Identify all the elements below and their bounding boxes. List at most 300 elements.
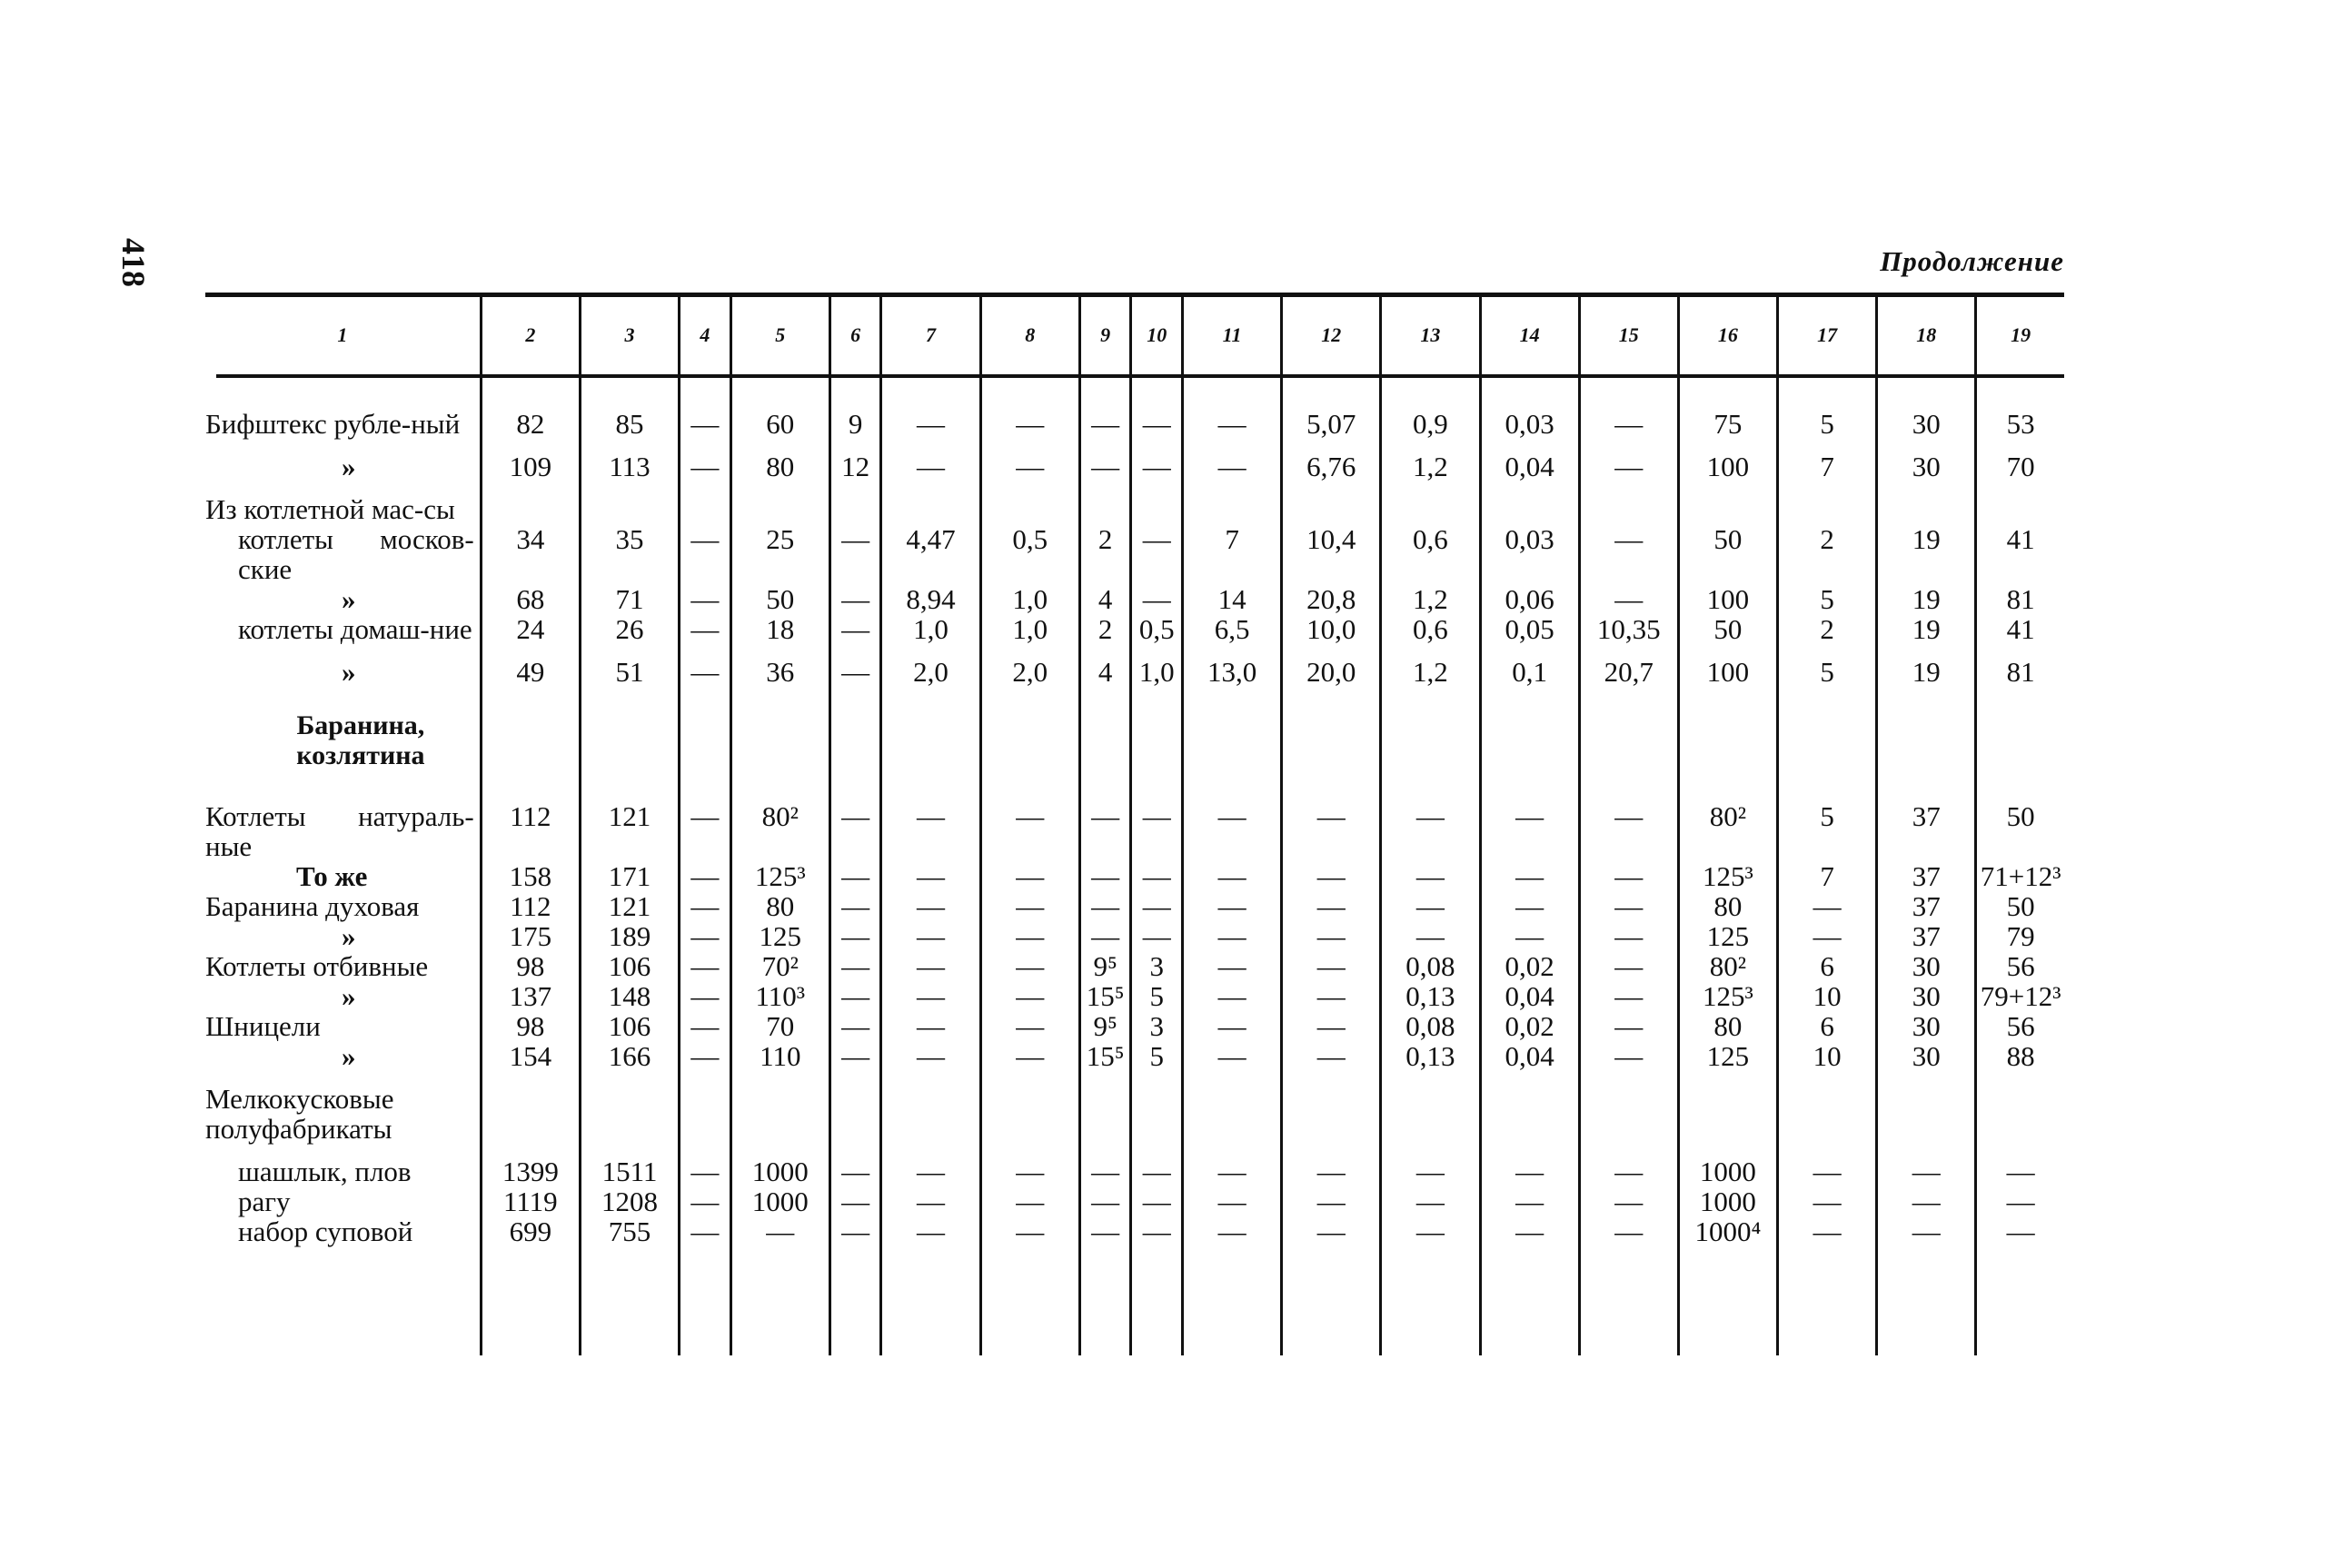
row-label: Котлеты натураль-ные bbox=[205, 800, 474, 862]
table-cell-col-5: 80 bbox=[730, 891, 829, 921]
table-cell-col-13: 0,9 bbox=[1381, 372, 1480, 439]
table-cell-col-5: 70² bbox=[730, 951, 829, 981]
table-cell-col-8: 2,0 bbox=[980, 644, 1079, 687]
empty-cell bbox=[1079, 1246, 1131, 1355]
table-cell-col-3: 1208 bbox=[580, 1186, 679, 1216]
empty-cell bbox=[580, 1246, 679, 1355]
table-cell-col-18: 19 bbox=[1877, 614, 1976, 644]
table-cell-col-18: 30 bbox=[1877, 981, 1976, 1011]
table-cell-col-19: 41 bbox=[1976, 614, 2064, 644]
table-cell-col-4: — bbox=[680, 524, 731, 584]
table-cell-col-16: 75 bbox=[1678, 372, 1777, 439]
table-cell-col-16: 80² bbox=[1678, 951, 1777, 981]
table-cell-col-14: — bbox=[1480, 1186, 1579, 1216]
table-cell-col-11: — bbox=[1182, 1216, 1281, 1246]
table-cell-col-4 bbox=[680, 687, 731, 789]
table-cell-col-10 bbox=[1131, 481, 1183, 524]
table-cell-col-11 bbox=[1182, 687, 1281, 789]
table-cell-col-2: 699 bbox=[481, 1216, 580, 1246]
table-cell-col-10: — bbox=[1131, 524, 1183, 584]
row-label-cell bbox=[205, 1186, 481, 1216]
table-cell-col-18: — bbox=[1877, 1216, 1976, 1246]
table-cell-col-17: 2 bbox=[1778, 614, 1877, 644]
table-cell-col-16: 1000⁴ bbox=[1678, 1216, 1777, 1246]
table-cell-col-17: — bbox=[1778, 921, 1877, 951]
table-cell-col-13 bbox=[1381, 1071, 1480, 1144]
table-cell-col-14: 0,05 bbox=[1480, 614, 1579, 644]
table-cell-col-17 bbox=[1778, 1071, 1877, 1144]
row-label: » bbox=[342, 1040, 356, 1072]
row-label: Шницели bbox=[205, 1010, 321, 1042]
table-cell-col-3: 113 bbox=[580, 439, 679, 481]
table-cell-col-19 bbox=[1976, 1071, 2064, 1144]
table-cell-col-19: 50 bbox=[1976, 789, 2064, 861]
table-cell-col-17: 6 bbox=[1778, 1011, 1877, 1041]
table-cell-col-19: — bbox=[1976, 1144, 2064, 1186]
empty-cell bbox=[1579, 1246, 1678, 1355]
table-cell-col-18: 30 bbox=[1877, 439, 1976, 481]
table-cell-col-9: 15⁵ bbox=[1079, 1041, 1131, 1071]
table-cell-col-8: — bbox=[980, 1186, 1079, 1216]
table-cell-col-14: 0,04 bbox=[1480, 1041, 1579, 1071]
table-cell-col-4: — bbox=[680, 1186, 731, 1216]
table-cell-col-12: — bbox=[1282, 789, 1381, 861]
table-cell-col-9: — bbox=[1079, 789, 1131, 861]
empty-cell bbox=[680, 1246, 731, 1355]
table-cell-col-12: — bbox=[1282, 861, 1381, 891]
table-cell-col-10: — bbox=[1131, 439, 1183, 481]
column-header-7: 7 bbox=[881, 297, 980, 372]
column-header-6: 6 bbox=[829, 297, 881, 372]
row-label-cell bbox=[205, 981, 481, 1011]
table-cell-col-10: — bbox=[1131, 921, 1183, 951]
table-cell-col-4: — bbox=[680, 584, 731, 614]
table-cell-col-7: 8,94 bbox=[881, 584, 980, 614]
table-row bbox=[205, 1144, 2064, 1186]
table-cell-col-12: 20,8 bbox=[1282, 584, 1381, 614]
table-cell-col-15: — bbox=[1579, 1186, 1678, 1216]
table-cell-col-13: 0,08 bbox=[1381, 1011, 1480, 1041]
table-cell-col-11: 13,0 bbox=[1182, 644, 1281, 687]
empty-cell bbox=[1678, 1246, 1777, 1355]
table-cell-col-13: 1,2 bbox=[1381, 644, 1480, 687]
empty-cell bbox=[980, 1246, 1079, 1355]
table-cell-col-15 bbox=[1579, 1071, 1678, 1144]
row-label-cell bbox=[205, 951, 481, 981]
table-cell-col-13 bbox=[1381, 481, 1480, 524]
continuation-label: Продолжение bbox=[1880, 245, 2064, 277]
table-cell-col-2: 154 bbox=[481, 1041, 580, 1071]
table-body bbox=[205, 372, 2064, 1355]
table-cell-col-10: 5 bbox=[1131, 981, 1183, 1011]
table-cell-col-7: 4,47 bbox=[881, 524, 980, 584]
table-cell-col-12: 5,07 bbox=[1282, 372, 1381, 439]
table-cell-col-15: — bbox=[1579, 584, 1678, 614]
table-cell-col-3: 755 bbox=[580, 1216, 679, 1246]
table-cell-col-2 bbox=[481, 1071, 580, 1144]
table-cell-col-4: — bbox=[680, 1144, 731, 1186]
table-cell-col-3 bbox=[580, 481, 679, 524]
table-cell-col-8: 1,0 bbox=[980, 614, 1079, 644]
row-label: Бифштекс рубле-ный bbox=[205, 408, 461, 440]
table-cell-col-11: — bbox=[1182, 372, 1281, 439]
table-cell-col-10: 3 bbox=[1131, 1011, 1183, 1041]
table-cell-col-12: 10,0 bbox=[1282, 614, 1381, 644]
table-cell-col-11: 7 bbox=[1182, 524, 1281, 584]
table-cell-col-4: — bbox=[680, 861, 731, 891]
table-cell-col-8: — bbox=[980, 439, 1079, 481]
table-cell-col-4: — bbox=[680, 372, 731, 439]
table-cell-col-7: — bbox=[881, 1041, 980, 1071]
table-cell-col-9: 9⁵ bbox=[1079, 951, 1131, 981]
table-cell-col-17: — bbox=[1778, 891, 1877, 921]
table-cell-col-5: 1000 bbox=[730, 1144, 829, 1186]
column-header-1: 1 bbox=[337, 323, 348, 346]
row-label-cell bbox=[205, 614, 481, 644]
table-cell-col-14: 0,02 bbox=[1480, 951, 1579, 981]
table-cell-col-7: — bbox=[881, 921, 980, 951]
table-cell-col-14: — bbox=[1480, 861, 1579, 891]
table-cell-col-14: 0,1 bbox=[1480, 644, 1579, 687]
table-cell-col-7: — bbox=[881, 891, 980, 921]
table-cell-col-18: 37 bbox=[1877, 789, 1976, 861]
empty-cell bbox=[1877, 1246, 1976, 1355]
table-cell-col-2: 1119 bbox=[481, 1186, 580, 1216]
table-cell-col-3: 171 bbox=[580, 861, 679, 891]
table-cell-col-11: — bbox=[1182, 1041, 1281, 1071]
table-cell-col-8 bbox=[980, 481, 1079, 524]
table-cell-col-4: — bbox=[680, 891, 731, 921]
table-cell-col-7: — bbox=[881, 951, 980, 981]
table-cell-col-13 bbox=[1381, 687, 1480, 789]
row-label-cell bbox=[205, 481, 481, 524]
table-cell-col-6 bbox=[829, 687, 881, 789]
table-cell-col-17: — bbox=[1778, 1216, 1877, 1246]
table-cell-col-15: — bbox=[1579, 1011, 1678, 1041]
row-label: Котлеты отбивные bbox=[205, 950, 429, 982]
table-cell-col-19: 56 bbox=[1976, 1011, 2064, 1041]
table-cell-col-2: 137 bbox=[481, 981, 580, 1011]
table-cell-col-16: 125 bbox=[1678, 921, 1777, 951]
row-label-cell bbox=[205, 1216, 481, 1246]
table-cell-col-12: — bbox=[1282, 1011, 1381, 1041]
table-cell-col-17: 10 bbox=[1778, 1041, 1877, 1071]
column-header-8: 8 bbox=[980, 297, 1079, 372]
table-cell-col-5: 110³ bbox=[730, 981, 829, 1011]
table-cell-col-17: — bbox=[1778, 1186, 1877, 1216]
table-cell-col-8: — bbox=[980, 861, 1079, 891]
table-cell-col-16: 125 bbox=[1678, 1041, 1777, 1071]
table-cell-col-9 bbox=[1079, 1071, 1131, 1144]
table-cell-col-8: 0,5 bbox=[980, 524, 1079, 584]
table-cell-col-15: — bbox=[1579, 1144, 1678, 1186]
table-cell-col-18 bbox=[1877, 481, 1976, 524]
table-cell-col-7: — bbox=[881, 1011, 980, 1041]
table-cell-col-15: — bbox=[1579, 981, 1678, 1011]
table-cell-col-12: 6,76 bbox=[1282, 439, 1381, 481]
table-cell-col-2 bbox=[481, 687, 580, 789]
row-label: То же bbox=[296, 860, 368, 892]
table-cell-col-2: 98 bbox=[481, 951, 580, 981]
table-cell-col-4: — bbox=[680, 1041, 731, 1071]
table-cell-col-16 bbox=[1678, 1071, 1777, 1144]
table-cell-col-11: — bbox=[1182, 1144, 1281, 1186]
row-label: Баранина духовая bbox=[205, 890, 420, 922]
table-cell-col-13: 1,2 bbox=[1381, 584, 1480, 614]
table-cell-col-15: — bbox=[1579, 921, 1678, 951]
table-row bbox=[205, 1011, 2064, 1041]
row-label: » bbox=[342, 583, 356, 615]
table-cell-col-11: — bbox=[1182, 1186, 1281, 1216]
row-label: шашлык, плов bbox=[238, 1156, 412, 1187]
row-label-cell bbox=[205, 1041, 481, 1071]
empty-cell bbox=[481, 1246, 580, 1355]
table-cell-col-4: — bbox=[680, 981, 731, 1011]
table-cell-col-14 bbox=[1480, 687, 1579, 789]
table-cell-col-7: — bbox=[881, 981, 980, 1011]
table-cell-col-16: 1000 bbox=[1678, 1144, 1777, 1186]
table-cell-col-6: — bbox=[829, 614, 881, 644]
row-label-cell bbox=[205, 439, 481, 481]
table-cell-col-18: 30 bbox=[1877, 1011, 1976, 1041]
table-cell-col-12 bbox=[1282, 481, 1381, 524]
table-cell-col-10 bbox=[1131, 1071, 1183, 1144]
table-cell-col-17: — bbox=[1778, 1144, 1877, 1186]
table-cell-col-13: — bbox=[1381, 1216, 1480, 1246]
table-cell-col-4 bbox=[680, 1071, 731, 1144]
table-cell-col-3: 148 bbox=[580, 981, 679, 1011]
table-cell-col-10: — bbox=[1131, 789, 1183, 861]
table-cell-col-6: — bbox=[829, 1041, 881, 1071]
empty-cell bbox=[205, 1246, 481, 1355]
table-cell-col-3 bbox=[580, 687, 679, 789]
table-cell-col-11: — bbox=[1182, 951, 1281, 981]
table-row bbox=[205, 372, 2064, 439]
table-cell-col-10: 1,0 bbox=[1131, 644, 1183, 687]
table-cell-col-18: — bbox=[1877, 1186, 1976, 1216]
table-cell-col-6: 9 bbox=[829, 372, 881, 439]
table-cell-col-14 bbox=[1480, 1071, 1579, 1144]
table-row bbox=[205, 687, 2064, 789]
table-row bbox=[205, 614, 2064, 644]
table-cell-col-11: 14 bbox=[1182, 584, 1281, 614]
table-cell-col-8: — bbox=[980, 981, 1079, 1011]
column-header-2: 2 bbox=[481, 297, 580, 372]
table-cell-col-13: 1,2 bbox=[1381, 439, 1480, 481]
row-label: Баранина, козлятина bbox=[296, 710, 425, 770]
table-cell-col-2: 82 bbox=[481, 372, 580, 439]
table-cell-col-8: — bbox=[980, 1011, 1079, 1041]
table-cell-col-19: 81 bbox=[1976, 584, 2064, 614]
table-cell-col-8 bbox=[980, 1071, 1079, 1144]
column-header-9: 9 bbox=[1079, 297, 1131, 372]
table-cell-col-16: 125³ bbox=[1678, 861, 1777, 891]
table-cell-col-5: 70 bbox=[730, 1011, 829, 1041]
column-header-5: 5 bbox=[730, 297, 829, 372]
table-row bbox=[205, 1216, 2064, 1246]
table-cell-col-3: 35 bbox=[580, 524, 679, 584]
row-label: котлеты москов-ские bbox=[238, 523, 474, 585]
table-cell-col-18: 37 bbox=[1877, 921, 1976, 951]
table-cell-col-16: 100 bbox=[1678, 439, 1777, 481]
table-cell-col-7: — bbox=[881, 1186, 980, 1216]
table-cell-col-2: 112 bbox=[481, 891, 580, 921]
table-cell-col-4: — bbox=[680, 644, 731, 687]
table-cell-col-6: — bbox=[829, 1186, 881, 1216]
table-cell-col-17: 10 bbox=[1778, 981, 1877, 1011]
empty-cell bbox=[1778, 1246, 1877, 1355]
table-cell-col-3: 121 bbox=[580, 891, 679, 921]
table-cell-col-2: 1399 bbox=[481, 1144, 580, 1186]
table-cell-col-10: — bbox=[1131, 1216, 1183, 1246]
table-cell-col-3: 85 bbox=[580, 372, 679, 439]
empty-cell bbox=[1182, 1246, 1281, 1355]
table-cell-col-2: 34 bbox=[481, 524, 580, 584]
table-cell-col-12: — bbox=[1282, 891, 1381, 921]
table-cell-col-15: — bbox=[1579, 861, 1678, 891]
table-cell-col-10: — bbox=[1131, 372, 1183, 439]
table-cell-col-15: — bbox=[1579, 1216, 1678, 1246]
table-cell-col-7 bbox=[881, 687, 980, 789]
table-cell-col-10: 5 bbox=[1131, 1041, 1183, 1071]
table-cell-col-3: 106 bbox=[580, 951, 679, 981]
table-cell-col-6: — bbox=[829, 921, 881, 951]
table-cell-col-12: — bbox=[1282, 1041, 1381, 1071]
table-cell-col-2: 68 bbox=[481, 584, 580, 614]
table-cell-col-14: — bbox=[1480, 789, 1579, 861]
table-cell-col-18: 30 bbox=[1877, 951, 1976, 981]
table-cell-col-14: 0,03 bbox=[1480, 524, 1579, 584]
table-row bbox=[205, 481, 2064, 524]
column-header-19: 19 bbox=[1976, 297, 2064, 372]
table-cell-col-4: — bbox=[680, 614, 731, 644]
table-cell-col-5: 50 bbox=[730, 584, 829, 614]
table-row bbox=[205, 584, 2064, 614]
table-cell-col-11: — bbox=[1182, 1011, 1281, 1041]
table-cell-col-10: — bbox=[1131, 1144, 1183, 1186]
table-cell-col-9: 4 bbox=[1079, 584, 1131, 614]
table-cell-col-18: 37 bbox=[1877, 861, 1976, 891]
table-cell-col-2: 175 bbox=[481, 921, 580, 951]
table-cell-col-13: 0,08 bbox=[1381, 951, 1480, 981]
table-cell-col-17: 5 bbox=[1778, 789, 1877, 861]
table-cell-col-13: — bbox=[1381, 789, 1480, 861]
table-cell-col-16: 80 bbox=[1678, 1011, 1777, 1041]
column-header-11: 11 bbox=[1182, 297, 1281, 372]
table-cell-col-7: — bbox=[881, 439, 980, 481]
empty-cell bbox=[1480, 1246, 1579, 1355]
column-header-4: 4 bbox=[680, 297, 731, 372]
table-cell-col-3: 106 bbox=[580, 1011, 679, 1041]
column-header-13: 13 bbox=[1381, 297, 1480, 372]
table-cell-col-8: — bbox=[980, 1041, 1079, 1071]
table-cell-col-14: — bbox=[1480, 1144, 1579, 1186]
table-cell-col-6: 12 bbox=[829, 439, 881, 481]
table-cell-col-7: 2,0 bbox=[881, 644, 980, 687]
table-cell-col-9: — bbox=[1079, 1144, 1131, 1186]
table-cell-col-15: — bbox=[1579, 439, 1678, 481]
table-cell-col-5 bbox=[730, 1071, 829, 1144]
table-cell-col-15: — bbox=[1579, 372, 1678, 439]
table-cell-col-3: 166 bbox=[580, 1041, 679, 1071]
table-cell-col-11: — bbox=[1182, 861, 1281, 891]
table-row bbox=[205, 1071, 2064, 1144]
table-cell-col-5: 125³ bbox=[730, 861, 829, 891]
table-cell-col-17: 5 bbox=[1778, 372, 1877, 439]
table-cell-col-14 bbox=[1480, 481, 1579, 524]
table-cell-col-2: 24 bbox=[481, 614, 580, 644]
table-row bbox=[205, 981, 2064, 1011]
row-label-cell bbox=[205, 372, 481, 439]
table-cell-col-2: 49 bbox=[481, 644, 580, 687]
table-cell-col-17: 6 bbox=[1778, 951, 1877, 981]
table-cell-col-9 bbox=[1079, 687, 1131, 789]
table-cell-col-17: 5 bbox=[1778, 584, 1877, 614]
table-cell-col-6 bbox=[829, 1071, 881, 1144]
table-cell-col-11: 6,5 bbox=[1182, 614, 1281, 644]
table-cell-col-3: 51 bbox=[580, 644, 679, 687]
table-cell-col-6: — bbox=[829, 891, 881, 921]
table-cell-col-2: 109 bbox=[481, 439, 580, 481]
table-cell-col-12: — bbox=[1282, 1216, 1381, 1246]
table-cell-col-14: — bbox=[1480, 891, 1579, 921]
table-cell-col-7: 1,0 bbox=[881, 614, 980, 644]
table-cell-col-14: 0,04 bbox=[1480, 439, 1579, 481]
table-cell-col-19: 88 bbox=[1976, 1041, 2064, 1071]
table-cell-col-17: 7 bbox=[1778, 861, 1877, 891]
row-label: котлеты домаш-ние bbox=[238, 613, 472, 645]
column-header-14: 14 bbox=[1480, 297, 1579, 372]
table-cell-col-15: — bbox=[1579, 789, 1678, 861]
row-label: Из котлетной мас-сы bbox=[205, 493, 455, 525]
table-cell-col-8: 1,0 bbox=[980, 584, 1079, 614]
table-cell-col-7 bbox=[881, 481, 980, 524]
empty-cell bbox=[829, 1246, 881, 1355]
table-cell-col-5: 1000 bbox=[730, 1186, 829, 1216]
table-trailing-space bbox=[205, 1246, 2064, 1355]
table-cell-col-9 bbox=[1079, 481, 1131, 524]
table-cell-col-2 bbox=[481, 481, 580, 524]
table-row bbox=[205, 1041, 2064, 1071]
table-cell-col-19: 50 bbox=[1976, 891, 2064, 921]
table-cell-col-7: — bbox=[881, 372, 980, 439]
table-cell-col-6: — bbox=[829, 1011, 881, 1041]
table-cell-col-19: 56 bbox=[1976, 951, 2064, 981]
table-cell-col-16: 1000 bbox=[1678, 1186, 1777, 1216]
table-cell-col-16: 80² bbox=[1678, 789, 1777, 861]
table-cell-col-11: — bbox=[1182, 921, 1281, 951]
table-cell-col-13: — bbox=[1381, 921, 1480, 951]
table-cell-col-8: — bbox=[980, 951, 1079, 981]
table-cell-col-16: 50 bbox=[1678, 614, 1777, 644]
table-cell-col-3: 1511 bbox=[580, 1144, 679, 1186]
table-cell-col-19: 53 bbox=[1976, 372, 2064, 439]
table-cell-col-4: — bbox=[680, 951, 731, 981]
table-cell-col-11: — bbox=[1182, 981, 1281, 1011]
table-cell-col-16 bbox=[1678, 687, 1777, 789]
table-cell-col-5 bbox=[730, 687, 829, 789]
table-cell-col-2: 98 bbox=[481, 1011, 580, 1041]
table-cell-col-19: 71+12³ bbox=[1976, 861, 2064, 891]
table-cell-col-13: — bbox=[1381, 1144, 1480, 1186]
table-cell-col-9: 9⁵ bbox=[1079, 1011, 1131, 1041]
table-cell-col-2: 158 bbox=[481, 861, 580, 891]
table-cell-col-4: — bbox=[680, 789, 731, 861]
table-cell-col-8 bbox=[980, 687, 1079, 789]
table-cell-col-14: 0,03 bbox=[1480, 372, 1579, 439]
table-cell-col-19 bbox=[1976, 481, 2064, 524]
empty-cell bbox=[1976, 1246, 2064, 1355]
